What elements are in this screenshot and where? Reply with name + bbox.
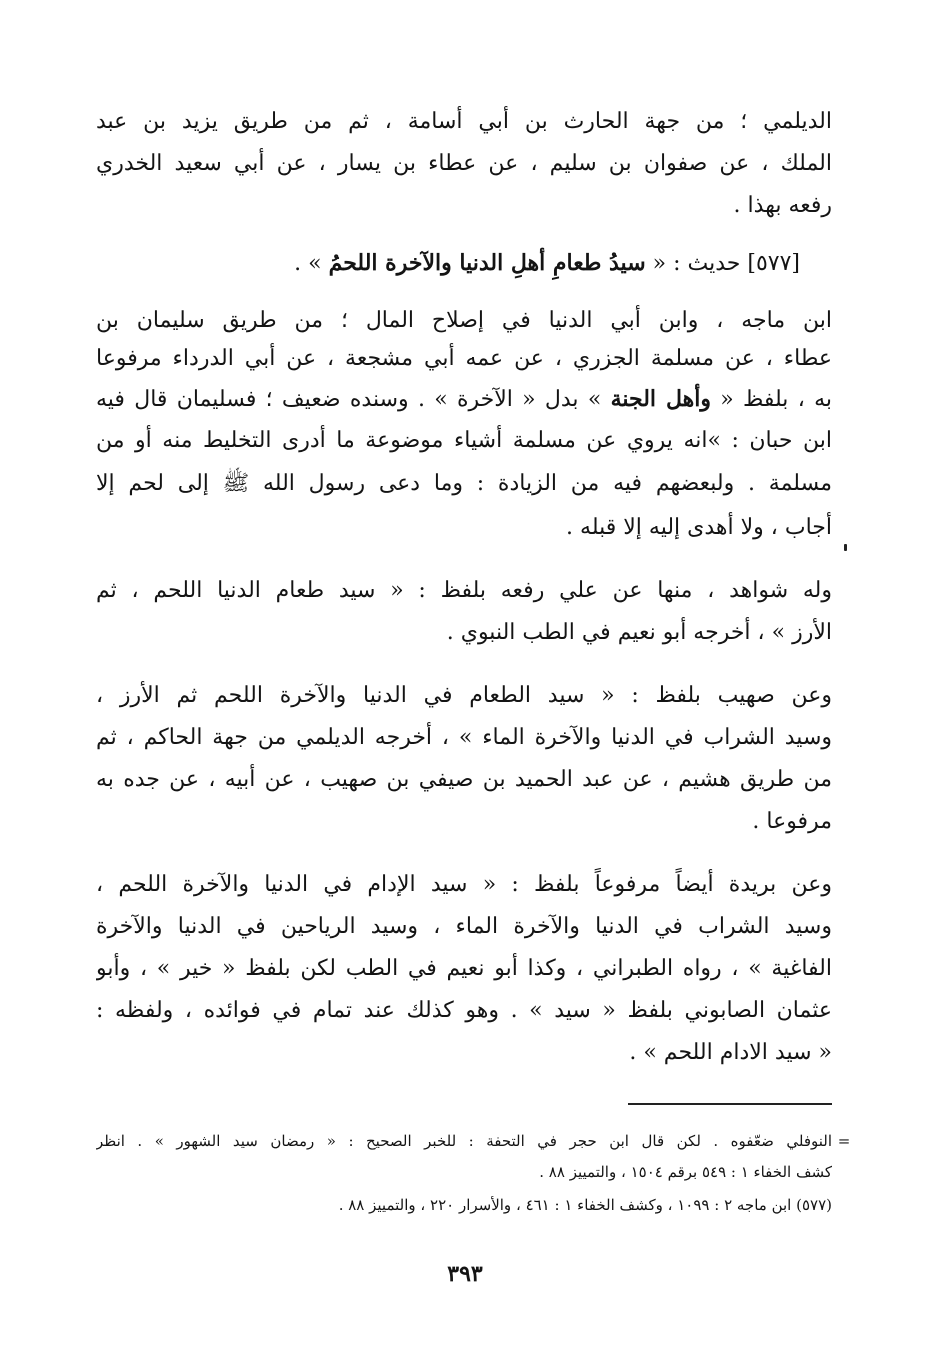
- paragraph-3-line-2: الأرز » ، أخرجه أبو نعيم في الطب النبوي .: [446, 620, 832, 645]
- paragraph-4-line-4: مرفوعا .: [752, 809, 832, 834]
- hadith-heading-prefix: [٥٧٧] حديث : «: [645, 251, 800, 276]
- paragraph-1-line-1: الديلمي ؛ من جهة الحارث بن أبي أسامة ، ثم من طريق يزيد بن عبد: [96, 109, 832, 134]
- paragraph-2-line-5: مسلمة . ولبعضهم فيه من الزيادة : وما دعى رسول الله ﷺ إلى لحم إلا: [96, 471, 832, 496]
- paragraph-5-line-2: وسيد الشراب في الدنيا والآخرة الماء ، وسيد الرياحين في الدنيا والآخرة: [96, 914, 832, 939]
- footnote-continuation-marker: =: [837, 1132, 851, 1150]
- paragraph-4-line-2: وسيد الشراب في الدنيا والآخرة الماء » ، أخرجه الديلمي من جهة الحاكم ، ثم: [96, 725, 832, 750]
- hadith-heading: [100, 245, 800, 285]
- paragraph-5-line-1: وعن بريدة أيضاً مرفوعاً بلفظ : « سيد الإدام في الدنيا والآخرة اللحم ،: [96, 872, 832, 897]
- paragraph-2-line-3-post: » بدل « الآخرة » . وسنده ضعيف ؛ فسليمان قال فيه: [96, 387, 611, 412]
- paragraph-1-line-2: الملك ، عن صفوان بن سليم ، عن عطاء بن يسار ، عن أبي سعيد الخدري: [96, 151, 832, 176]
- paragraph-5-line-5: « سيد الادام اللحم » .: [629, 1040, 832, 1065]
- hadith-heading-suffix: » .: [294, 251, 329, 276]
- paragraph-3-line-1: وله شواهد ، منها عن علي رفعه بلفظ : « سيد طعام الدنيا اللحم ، ثم: [96, 578, 832, 603]
- hadith-heading-title: سيدُ طعامِ أهلِ الدنيا والآخرة اللحمُ: [328, 250, 646, 276]
- paragraph-5-line-3: الفاغية » ، رواه الطبراني ، وكذا أبو نعيم في الطب لكن بلفظ « خير » ، وأبو: [96, 956, 832, 981]
- paragraph-2-line-3-bold: وأهل الجنة: [610, 386, 711, 412]
- page-number: ٣٩٣: [447, 1261, 483, 1287]
- paragraph-4-line-3: من طريق هشيم ، عن عبد الحميد بن صيفي بن صهيب ، عن أبيه ، عن جده به: [96, 767, 832, 792]
- paragraph-1-line-3: رفعه بهذا .: [733, 193, 832, 218]
- paragraph-2-line-2: عطاء ، عن مسلمة الجزري ، عن عمه أبي مشجعة ، عن أبي الدرداء مرفوعا: [96, 346, 832, 371]
- paragraph-2-line-3: [96, 381, 832, 421]
- footnote-line-1: النوفلي ضعّفوه . لكن قال ابن حجر في التحفة : للخبر الصحيح : « رمضان سيد الشهور » . انظر: [96, 1132, 832, 1150]
- footnote-separator: [628, 1103, 832, 1105]
- paragraph-2-line-1: ابن ماجه ، وابن أبي الدنيا في إصلاح المال ؛ من طريق سليمان بن: [96, 308, 832, 333]
- footnote-line-3: (٥٧٧) ابن ماجه ٢ : ١٠٩٩ ، وكشف الخفاء ١ : ٤٦١ ، والأسرار ٢٢٠ ، والتمييز ٨٨ .: [338, 1196, 832, 1214]
- paragraph-2-line-3-pre: به ، بلفظ «: [710, 387, 832, 412]
- footnote-line-2: كشف الخفاء ١ : ٥٤٩ برقم ١٥٠٤ ، والتمييز ٨٨ .: [539, 1163, 832, 1181]
- paragraph-4-line-1: وعن صهيب بلفظ : « سيد الطعام في الدنيا والآخرة اللحم ثم الأرز ،: [96, 683, 832, 708]
- paragraph-2-line-4: ابن حبان : »انه يروي عن مسلمة أشياء موضوعة ما أدرى التخليط منه أو من: [96, 428, 832, 453]
- print-speck: [844, 544, 847, 551]
- paragraph-5-line-4: عثمان الصابوني بلفظ « سيد » . وهو كذلك عند تمام في فوائده ، ولفظه :: [96, 998, 832, 1023]
- paragraph-2-line-6: أجاب ، ولا أهدى إليه إلا قبله .: [566, 515, 832, 540]
